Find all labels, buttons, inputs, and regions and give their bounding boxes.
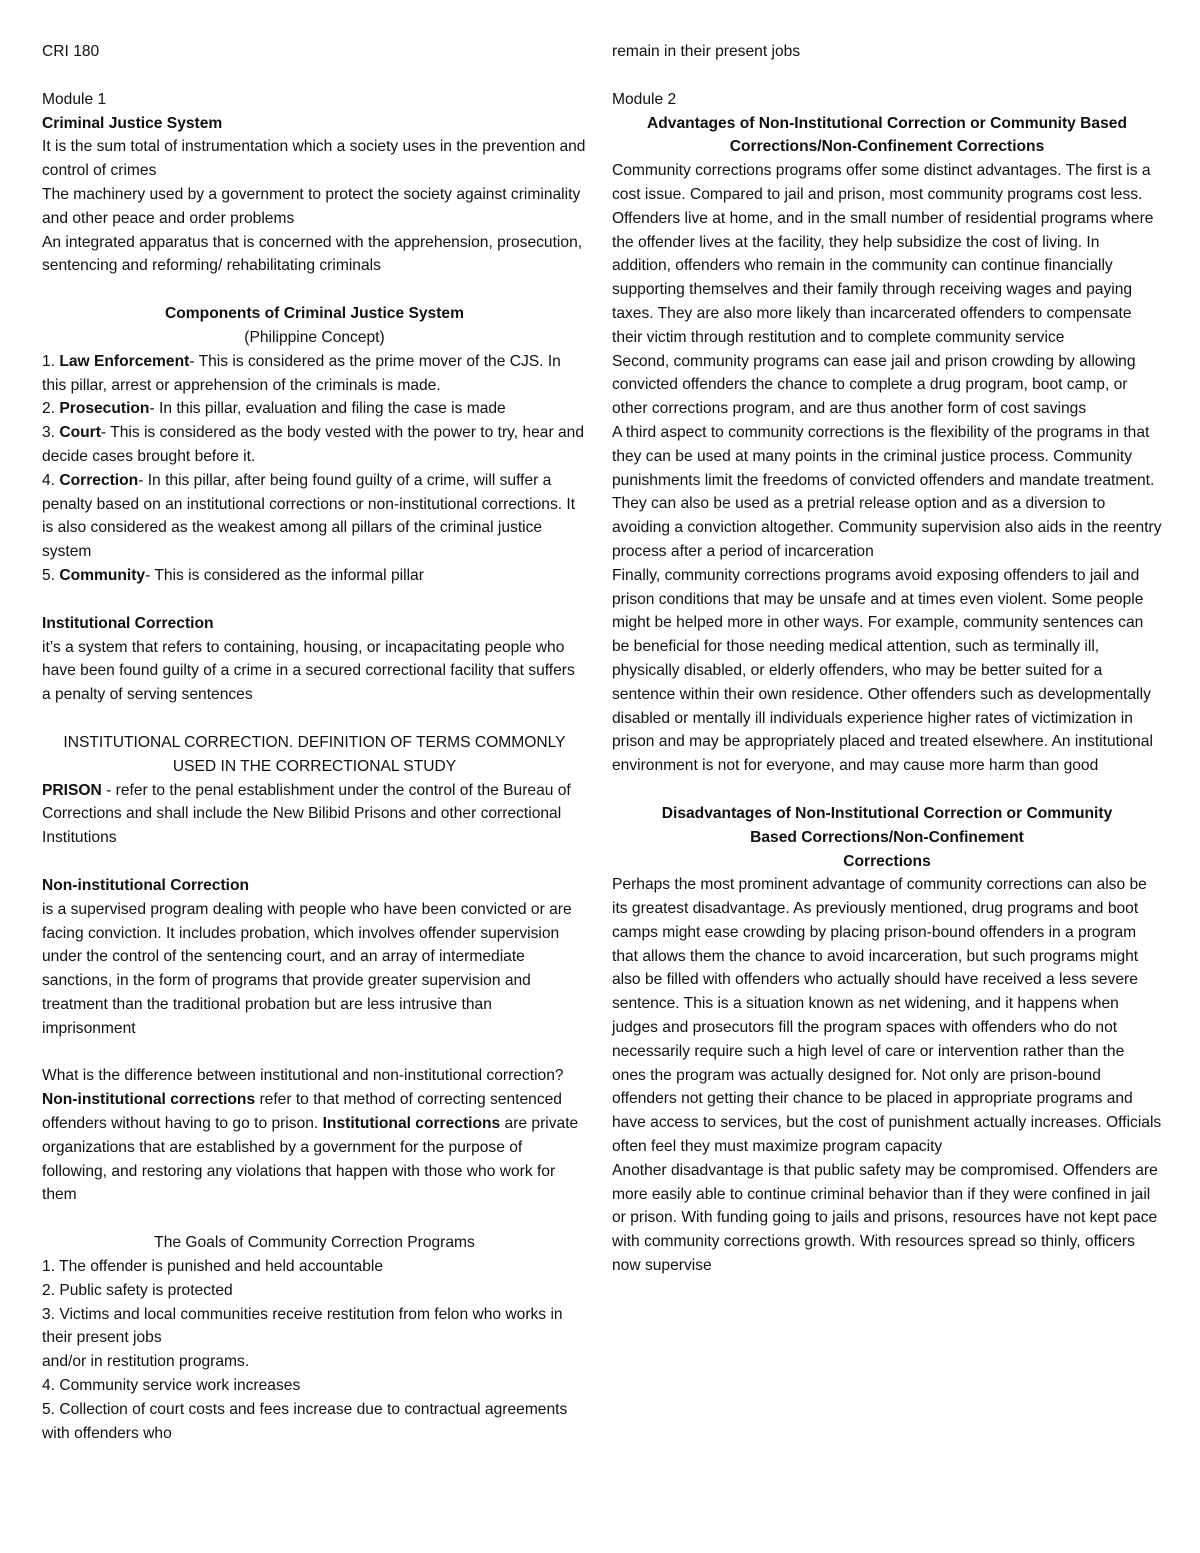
prison-definition: PRISON - refer to the penal establishment under the control of the Bureau of Corrections and shall include the New Bilibid Prisons and other correctional Institutions <box>42 781 571 847</box>
non-institutional-text: is a supervised program dealing with people who have been convicted or are facing conviction. It includes probation, which involves offender supervision under the control of the sentencing court, and an array of intermediate sanctions, in the form of programs that provide greater supervision and treatment than the traditional probation but are less intrusive than imprisonment <box>42 900 572 1037</box>
goal-item: and/or in restitution programs. <box>42 1353 250 1371</box>
terms-title: INSTITUTIONAL CORRECTION. DEFINITION OF TERMS COMMONLY USED IN THE CORRECTIONAL STUDY <box>63 733 566 775</box>
cjs-heading: Criminal Justice System <box>42 114 223 132</box>
module-2-label: Module 2 <box>612 90 677 108</box>
component-item: 1. Law Enforcement- This is considered as the prime mover of the CJS. In this pillar, arrest or apprehension of the criminals is made. <box>42 352 561 394</box>
institutional-correction-heading: Institutional Correction <box>42 614 214 632</box>
disadvantages-paragraph: Another disadvantage is that public safety may be compromised. Offenders are more easily able to continue criminal behavior than if they were confined in jail or prison. With funding going to jails and prisons, resources have not kept pace with community corrections growth. With resources spread so thinly, officers now supervise <box>612 1161 1158 1275</box>
cjs-definition-1: It is the sum total of instrumentation which a society uses in the prevention and control of crimes <box>42 138 586 180</box>
advantages-paragraph: A third aspect to community corrections is the flexibility of the programs in that they can be used at many points in the criminal justice process. Community punishments limit the freedoms of convicted offenders and mandate treatment. They can also be used as a pretrial release option and as a diversion to avoiding a conviction altogether. Community supervision also aids in the reentry process after a period of incarceration <box>612 423 1162 560</box>
right-column <box>612 40 1162 1278</box>
goal-item: 4. Community service work increases <box>42 1377 301 1395</box>
cjs-definition-2: The machinery used by a government to protect the society against criminality and other peace and order problems <box>42 185 581 227</box>
components-title: Components of Criminal Justice System <box>165 305 464 323</box>
component-item: 2. Prosecution- In this pillar, evaluation and filing the case is made <box>42 400 506 418</box>
course-code: CRI 180 <box>42 43 100 60</box>
component-item: 5. Community- This is considered as the informal pillar <box>42 566 424 584</box>
advantages-paragraph: Finally, community corrections programs avoid exposing offenders to jail and prison conditions that may be unsafe and at times even violent. Some people might be helped more in other ways. For example, community sentences can be beneficial for those needing medical attention, such as terminally ill, physically disabled, or elderly offenders, who may be better suited for a sentence within their own residence. Other offenders such as developmentally disabled or mentally ill individuals experience higher rates of victimization in prison and may be appropriately placed and treated elsewhere. An institutional environment is not for everyone, and may cause more harm than good <box>612 566 1153 775</box>
advantages-paragraph: Community corrections programs offer some distinct advantages. The first is a cost issue. Compared to jail and prison, most community programs cost less. Offenders live at home, and in the small number of residential programs where the offender lives at the facility, they help subsidize the cost of living. In addition, offenders who remain in the community can continue financially supporting themselves and their family through receiving wages and paying taxes. They are also more likely than incarcerated offenders to compensate their victim through restitution and to complete community service <box>612 162 1154 346</box>
goals-title: The Goals of Community Correction Programs <box>154 1234 475 1252</box>
goal-item: 2. Public safety is protected <box>42 1281 233 1299</box>
institutional-correction-text: it’s a system that refers to containing, housing, or incapacitating people who have been found guilty of a crime in a secured correctional facility that suffers a penalty of serving sentences <box>42 638 575 704</box>
disadvantages-paragraph: Perhaps the most prominent advantage of community corrections can also be its greatest disadvantage. As previously mentioned, drug programs and boot camps might ease crowding by placing prison-bound offenders in a program that allows them the chance to avoid incarceration, but such programs might also be filled with offenders who actually should have received a less severe sentence. This is a situation known as net widening, and it happens when judges and prosecutors fill the program spaces with offenders who do not necessarily require such a high level of care or intervention rather than the ones the program was actually designed for. Not only are prison-bound offenders not getting their chance to be placed in appropriate programs and have access to services, but the cost of punishment actually increases. Officials often feel they must maximize program capacity <box>612 876 1162 1156</box>
goal-item: 5. Collection of court costs and fees increase due to contractual agreements with offenders who <box>42 1400 568 1442</box>
left-column <box>42 40 587 1445</box>
advantages-paragraph: Second, community programs can ease jail and prison crowding by allowing convicted offenders the chance to complete a drug program, boot camp, or other corrections program, and are thus another form of cost savings <box>612 352 1136 418</box>
components-subtitle: (Philippine Concept) <box>244 328 385 346</box>
component-item: 4. Correction- In this pillar, after being found guilty of a crime, will suffer a penalty based on an institutional corrections or non-institutional corrections. It is also considered as the weakest among all pillars of the criminal justice system <box>42 471 576 561</box>
non-institutional-heading: Non-institutional Correction <box>42 876 250 894</box>
goal-item: 3. Victims and local communities receive restitution from felon who works in their present jobs <box>42 1305 563 1347</box>
disadvantages-title: Disadvantages of Non-Institutional Correction or Community Based Corrections/Non-Confinement Corrections <box>661 804 1113 870</box>
difference-question: What is the difference between institutional and non-institutional correction? <box>42 1067 564 1085</box>
cjs-definition-3: An integrated apparatus that is concerned with the apprehension, prosecution, sentencing and reforming/ rehabilitating criminals <box>42 233 583 275</box>
goal-item: 1. The offender is punished and held accountable <box>42 1258 384 1276</box>
advantages-title: Advantages of Non-Institutional Correction or Community Based Corrections/Non-Confinement Corrections <box>647 114 1127 156</box>
difference-answer: Non-institutional corrections refer to that method of correcting sentenced offenders without having to go to prison. Institutional corrections are private organizations that are established by a government for the purpose of following, and restoring any violations that happen with those who work for them <box>42 1091 579 1204</box>
module-1-label: Module 1 <box>42 90 107 108</box>
continuation-text: remain in their present jobs <box>612 43 801 60</box>
component-item: 3. Court- This is considered as the body vested with the power to try, hear and decide cases brought before it. <box>42 424 585 465</box>
